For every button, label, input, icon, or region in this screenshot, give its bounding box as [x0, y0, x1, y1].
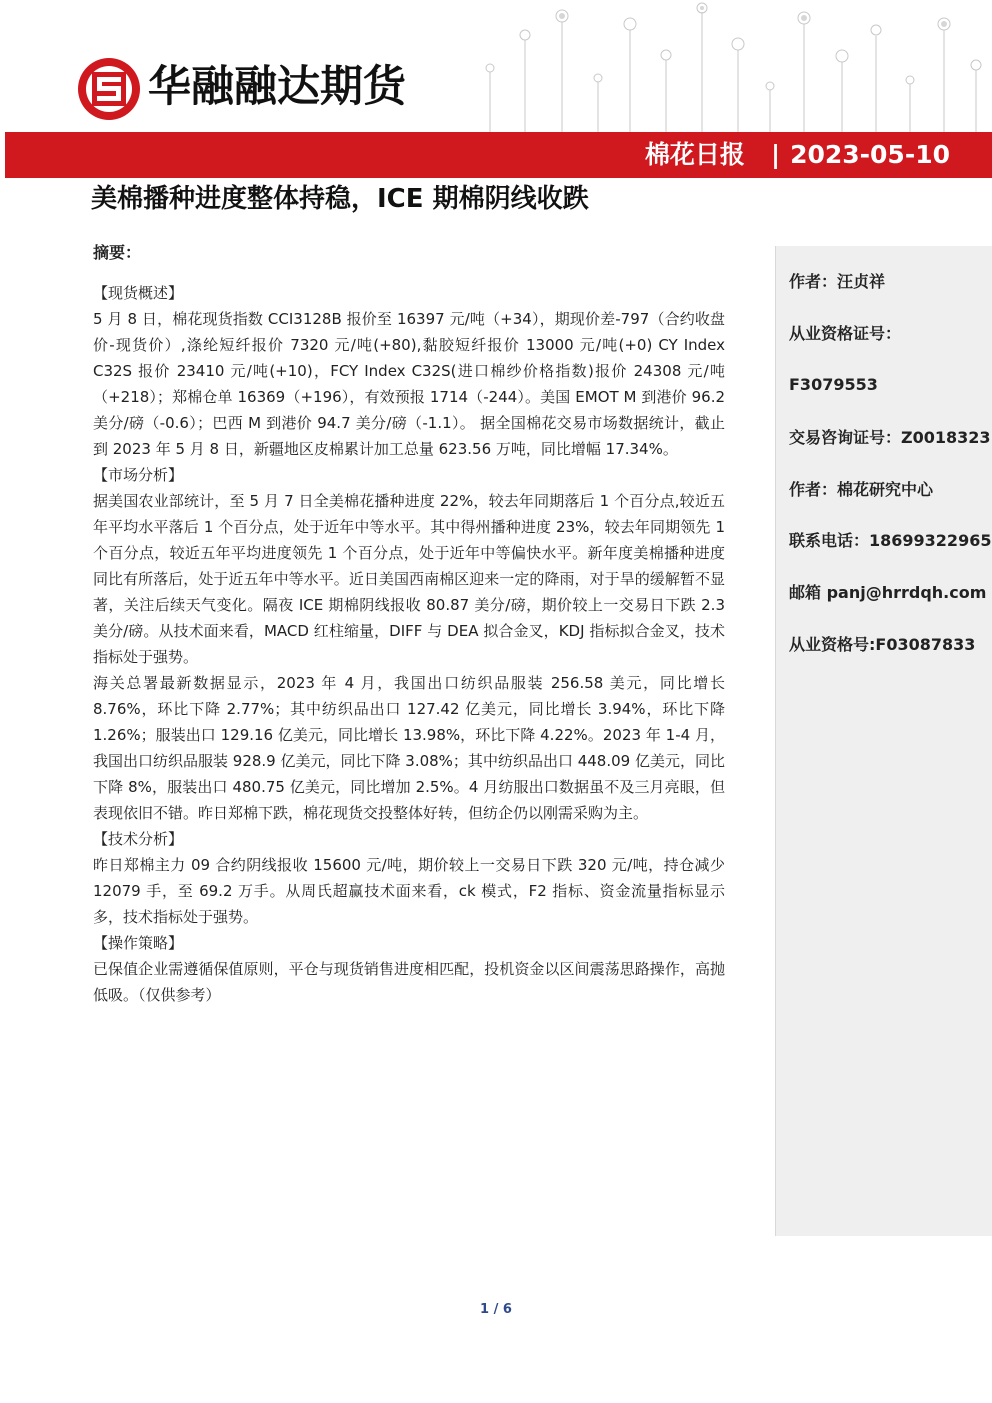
section-paragraph: 据美国农业部统计，至 5 月 7 日全美棉花播种进度 22%，较去年同期落后 1 个百分点,较近五年平均水平落后 1 个百分点，处于近年中等水平。其中得州播种进度 23%，较去年同期领先 1 个百分点，较近五年平均进度领先 1 个百分点，处于近年中等偏快水平。新年度美棉播种进度同比有所落后，处于近五年中等水平。近日美国西南棉区迎来一定的降雨，对于旱的缓解暂不显著，关注后续天气变化。隔夜 ICE 期棉阴线报收 80.87 美分/磅，期价较上一交易日下跌 2.3 美分/磅。从技术面来看，MACD 红柱缩量，DIFF 与 DEA 拟合金叉，KDJ 指标拟合金叉，技术指标处于强势。 — [93, 492, 725, 666]
summary-label: 摘要： — [93, 243, 142, 262]
section-paragraph: 海关总署最新数据显示，2023 年 4 月，我国出口纺织品服装 256.58 美元，同比增长 8.76%，环比下降 2.77%；其中纺织品出口 127.42 亿美元，同比增长 3.94%，环比下降 1.26%；服装出口 129.16 亿美元，同比增长 13.98%，环比下降 4.22%。2023 年 1-4 月，我国出口纺织品服装 928.9 亿美元，同比下降 3.08%；其中纺织品出口 448.09 亿美元，同比下降 8%，服装出口 480.75 亿美元，同比增加 2.5%。4 月纺服出口数据虽不及三月亮眼，但表现依旧不错。昨日郑棉下跌，棉花现货交投整体好转，但纺企仍以刚需采购为主。 — [93, 674, 725, 822]
banner-text — [645, 132, 950, 178]
report-body — [93, 280, 725, 1008]
section-heading-technical: 【技术分析】 — [93, 830, 184, 848]
sidebar-consult-cert: 交易咨询证号：Z0018323 — [789, 428, 991, 447]
page-number: 1 / 6 — [480, 1302, 512, 1317]
section-heading-market: 【市场分析】 — [93, 466, 184, 484]
header-banner — [5, 132, 992, 178]
section-paragraph: 已保值企业需遵循保值原则，平仓与现货销售进度相匹配，投机资金以区间震荡思路操作，高抛低吸。（仅供参考） — [93, 960, 725, 1004]
report-type: 棉花日报 — [644, 140, 745, 169]
sidebar-qualification: 从业资格号:F03087833 — [789, 635, 976, 654]
section-heading-strategy: 【操作策略】 — [93, 934, 184, 952]
decorative-pins-graphic — [470, 0, 992, 132]
company-logo-icon — [76, 56, 142, 122]
sidebar-cert-label: 从业资格证号： — [789, 324, 902, 343]
sidebar-author: 作者：汪贞祥 — [789, 272, 886, 291]
brand-name: 华融融达期货 — [148, 62, 406, 112]
sidebar-email: 邮箱 panj@hrrdqh.com — [789, 583, 987, 602]
sidebar-cert-number: F3079553 — [789, 375, 878, 394]
sidebar-author-team: 作者：棉花研究中心 — [789, 480, 934, 499]
section-paragraph: 5 月 8 日，棉花现货指数 CCI3128B 报价至 16397 元/吨（+34），期现价差-797（合约收盘价-现货价）,涤纶短纤报价 7320 元/吨(+80),黏胶短纤报价 13000 元/吨(+0) CY Index C32S 报价 23410 元/吨(+10)，FCY Index C32S(进口棉纱价格指数)报价 24308 元/吨（+218）；郑棉仓单 16369（+196），有效预报 1714（-244）。美国 EMOT M 到港价 96.2 美分/磅（-0.6）；巴西 M 到港价 94.7 美分/磅（-1.1）。 据全国棉花交易市场数据统计，截止到 2023 年 5 月 8 日，新疆地区皮棉累计加工总量 623.56 万吨，同比增幅 17.34%。 — [93, 310, 725, 458]
sidebar-phone: 联系电话：18699322965 — [789, 531, 992, 550]
section-paragraph: 昨日郑棉主力 09 合约阴线报收 15600 元/吨，期价较上一交易日下跌 320 元/吨，持仓减少 12079 手，至 69.2 万手。从周氏超赢技术面来看，ck 模式，F2 指标、资金流量指标显示多，技术指标处于强势。 — [93, 856, 725, 926]
report-title: 美棉播种进度整体持稳，ICE 期棉阴线收跌 — [91, 184, 589, 214]
author-sidebar — [775, 246, 992, 1236]
report-date: 2023-05-10 — [790, 140, 950, 169]
section-heading-spot: 【现货概述】 — [93, 284, 184, 302]
banner-separator: | — [770, 140, 781, 169]
